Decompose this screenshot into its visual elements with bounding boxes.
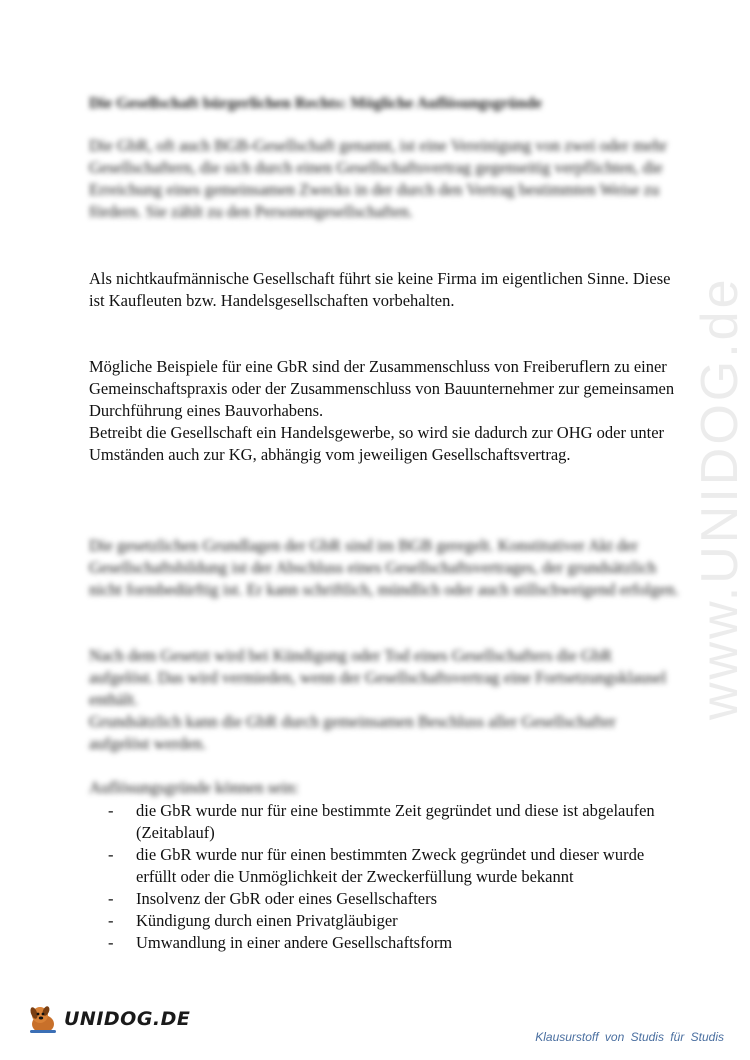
paragraph-definition: Die GbR, oft auch BGB-Gesellschaft genannt, ist eine Vereinigung von zwei oder mehr Gesellschaftern, die sich durch einen Gesellschaftsvertrag gegenseitig verpflichten, die Erreichung eines gemeinsamen Zwecks in der durch den Vertrag bestimmten Weise zu fördern. Sie zählt zu den Personengesellschaften. <box>89 136 667 221</box>
unidog-logo[interactable] <box>26 1000 190 1038</box>
bullet-dash: - <box>108 801 114 820</box>
watermark-text: www.UNIDOG.de <box>691 276 749 720</box>
paragraph-dissolution-resolution: Grundsätzlich kann die GbR durch gemeinsamen Beschluss aller Gesellschafter aufgelöst werden. <box>89 712 616 753</box>
paragraph-examples-text: Mögliche Beispiele für eine GbR sind der Zusammenschluss von Freiberuflern zu einer Gemeinschaftspraxis oder der Zusammenschluss von Bauunternehmer zur gemeinsamen Durchführung eines Bauvorhabens. <box>89 357 675 420</box>
list-item <box>108 888 668 910</box>
reasons-heading: Auflösungsgründe können sein: <box>89 778 299 797</box>
paragraph-legal-basis: Die gesetzlichen Grundlagen der GbR sind im BGB geregelt. Konstitutiver Akt der Gesellschaftsbildung ist der Abschluss eines Gesellschaftsvertrages, der grundsätzlich nicht formbedürftig ist. Er kann schriftlich, mündlich oder auch stillschweigend erfolgen. <box>89 536 679 599</box>
list-item <box>108 800 668 844</box>
list-item-text: Umwandlung in einer andere Gesellschaftsform <box>136 933 453 952</box>
list-item-text: die GbR wurde nur für einen bestimmten Zweck gegründet und dieser wurde erfüllt oder die Unmöglichkeit der Zweckerfüllung wurde bekannt <box>136 845 645 886</box>
paragraph-commerce-text: Betreibt die Gesellschaft ein Handelsgewerbe, so wird sie dadurch zur OHG oder unter Umständen auch zur KG, abhängig vom jeweiligen Gesellschaftsvertrag. <box>89 423 665 464</box>
list-item <box>108 844 668 888</box>
paragraph-dissolution <box>89 645 679 755</box>
bullet-dash: - <box>108 933 114 952</box>
paragraph-firm: Als nichtkaufmännische Gesellschaft führt sie keine Firma im eigentlichen Sinne. Diese ist Kaufleuten bzw. Handelsgesellschaften vorbehalten. <box>89 269 671 310</box>
bullet-dash: - <box>108 845 114 864</box>
list-item-text: Insolvenz der GbR oder eines Gesellschafters <box>136 889 438 908</box>
dog-mascot-icon <box>26 1002 60 1036</box>
reasons-list <box>108 800 668 954</box>
logo-text: UNIDOG.DE <box>64 1008 191 1030</box>
bullet-dash: - <box>108 911 114 930</box>
list-item-text: Kündigung durch einen Privatgläubiger <box>136 911 398 930</box>
paragraph-examples <box>89 356 679 466</box>
list-item <box>108 932 668 954</box>
list-item <box>108 910 668 932</box>
list-item-text: die GbR wurde nur für eine bestimmte Zeit gegründet und diese ist abgelaufen (Zeitablauf) <box>136 801 655 842</box>
paragraph-dissolution-law: Nach dem Gesetzt wird bei Kündigung oder Tod eines Gesellschafters die GbR aufgelöst. Das wird vermieden, wenn der Gesellschaftsvertrag eine Fortsetzungsklausel enthält. <box>89 646 667 709</box>
footer-tagline: Klausurstoff von Studis für Studis <box>535 1030 724 1044</box>
bullet-dash: - <box>108 889 114 908</box>
document-title: Die Gesellschaft bürgerlichen Rechts: Mögliche Auflösungsgründe <box>89 95 542 112</box>
